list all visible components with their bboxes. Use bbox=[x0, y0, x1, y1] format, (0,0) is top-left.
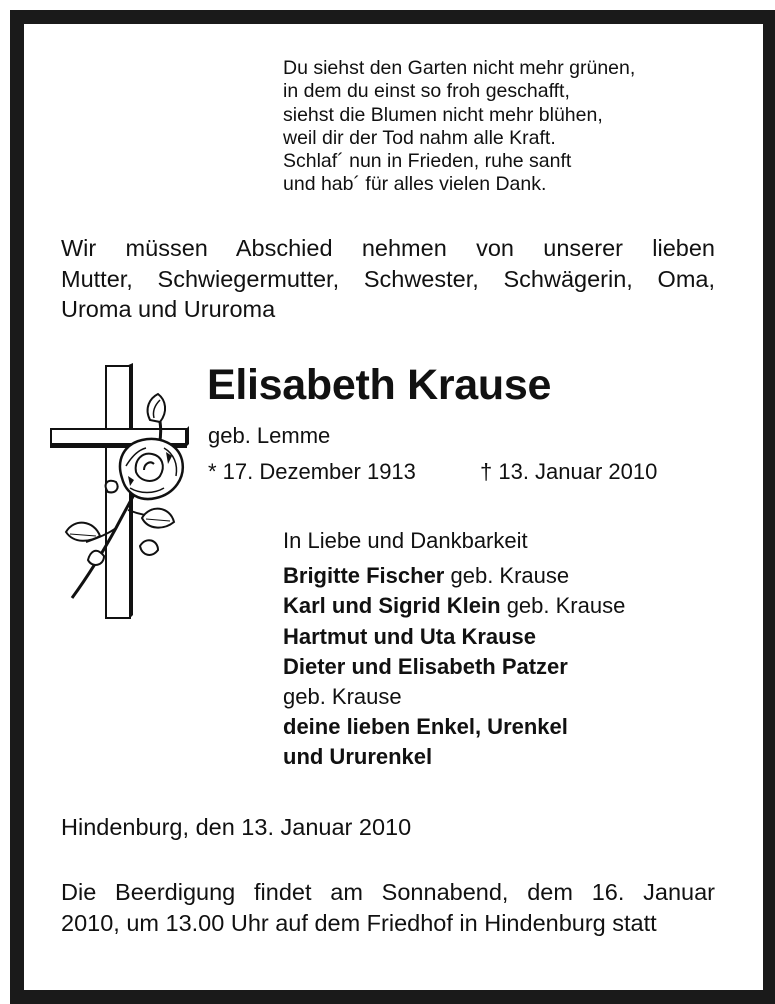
birth-name: geb. Lemme bbox=[208, 423, 331, 448]
memorial-poem bbox=[283, 57, 723, 197]
place-and-date: Hindenburg, den 13. Januar 2010 bbox=[61, 814, 412, 840]
intro-line: Uroma und Ururoma bbox=[61, 296, 276, 322]
mourner-entry: Hartmut und Uta Krause bbox=[283, 623, 537, 649]
mourners-list bbox=[283, 526, 723, 773]
cross-with-rose-icon bbox=[46, 360, 191, 628]
mourner-entry: Karl und Sigrid Klein geb. Krause bbox=[283, 593, 626, 619]
poem-line: in dem du einst so froh geschafft, bbox=[283, 80, 570, 103]
mourner-entry: und Ururenkel bbox=[283, 744, 433, 770]
poem-line: und hab´ für alles vielen Dank. bbox=[283, 173, 547, 196]
poem-line: Du siehst den Garten nicht mehr grünen, bbox=[283, 57, 636, 79]
funeral-line: Die Beerdigung findet am Sonnabend, dem 16. Januar bbox=[61, 879, 715, 905]
death-date: † 13. Januar 2010 bbox=[480, 459, 658, 484]
farewell-intro bbox=[61, 233, 715, 325]
deceased-name: Elisabeth Krause bbox=[207, 361, 552, 409]
funeral-notice bbox=[61, 877, 715, 938]
poem-line: Schlaf´ nun in Frieden, ruhe sanft bbox=[283, 150, 572, 173]
mourner-entry: Dieter und Elisabeth Patzer bbox=[283, 653, 568, 679]
intro-line: Mutter, Schwiegermutter, Schwester, Schwägerin, Oma, bbox=[61, 265, 715, 292]
poem-line: weil dir der Tod nahm alle Kraft. bbox=[283, 126, 556, 149]
mourners-intro: In Liebe und Dankbarkeit bbox=[283, 528, 528, 553]
mourner-entry: geb. Krause bbox=[283, 684, 402, 710]
funeral-line: 2010, um 13.00 Uhr auf dem Friedhof in Hindenburg statt bbox=[61, 909, 657, 936]
poem-line: siehst die Blumen nicht mehr blühen, bbox=[283, 103, 603, 126]
intro-line: Wir müssen Abschied nehmen von unserer lieben bbox=[61, 235, 715, 261]
mourner-entry: Brigitte Fischer geb. Krause bbox=[283, 563, 570, 589]
birth-date: * 17. Dezember 1913 bbox=[208, 459, 416, 484]
life-dates bbox=[208, 459, 658, 485]
mourner-entry: deine lieben Enkel, Urenkel bbox=[283, 714, 568, 740]
